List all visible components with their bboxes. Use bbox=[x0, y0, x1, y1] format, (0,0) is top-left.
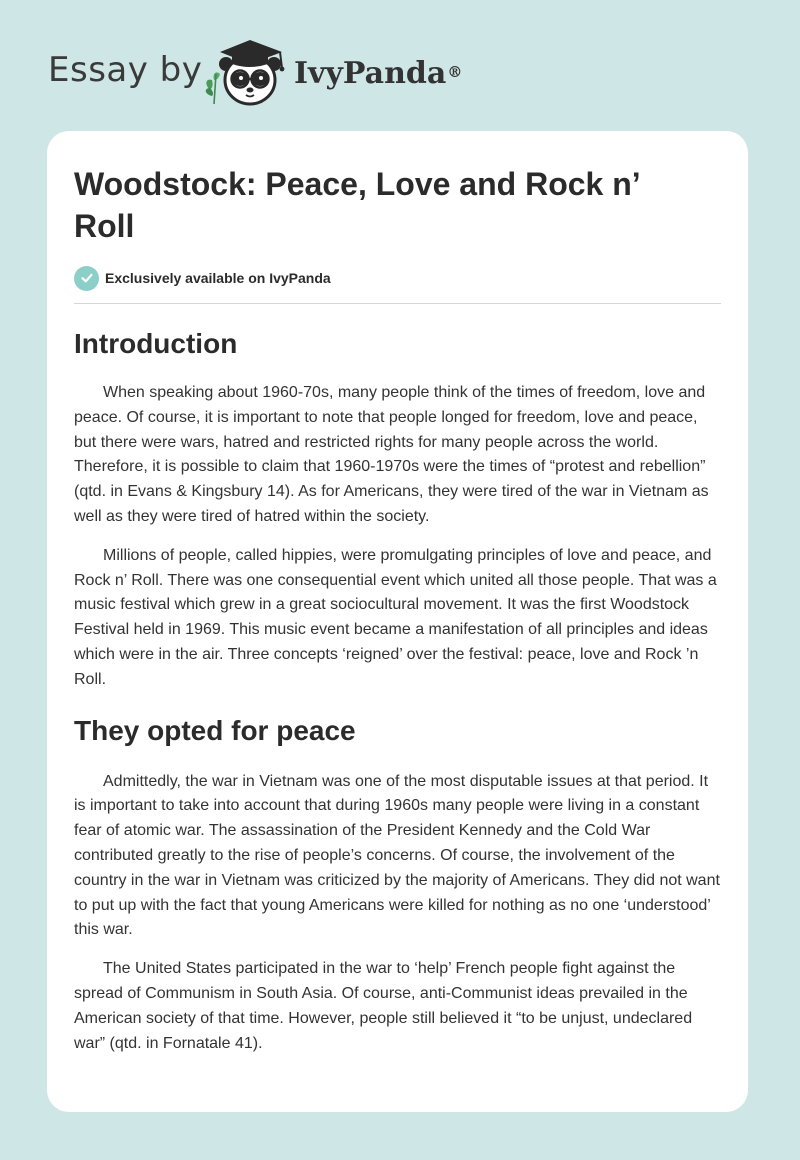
exclusive-badge bbox=[74, 265, 721, 291]
brand-name-text: IvyPanda bbox=[294, 56, 447, 91]
panda-graduate-icon[interactable] bbox=[200, 34, 292, 110]
logo-prefix-text: Essay by bbox=[48, 50, 203, 90]
site-header bbox=[0, 0, 800, 130]
essay-title: Woodstock: Peace, Love and Rock n’ Roll bbox=[74, 166, 639, 244]
paragraph: The United States participated in the war to ‘help’ French people fight against the spread of Communism in South Asia. Of course, anti-Communist ideas prevailed in the American society of that time. However, people still believed it “to be unjust, undeclared war” (qtd. in Fornatale 41). bbox=[74, 960, 693, 1052]
section-heading-introduction: Introduction bbox=[74, 328, 238, 359]
paragraph: When speaking about 1960-70s, many people think of the times of freedom, love and peace. Of course, it is important to note that people longed for freedom, love and peace, but there were wars, hatred and restricted rights for many people across the world. Therefore, it is possible to claim that 1960-1970s were the times of “protest and rebellion” (qtd. in Evans & Kingsbury 14). As for Americans, they were tired of the war in Vietnam as well as they were tired of hatred within the society. bbox=[74, 384, 709, 525]
paragraph: Millions of people, called hippies, were promulgating principles of love and peace, and Rock n’ Roll. There was one consequential event which united all those people. That was a music festival which grew in a great sociocultural movement. It was the first Woodstock Festival held in 1969. This music event became a manifestation of all principles and ideas which were in the air. Three concepts ‘reigned’ over the festival: peace, love and Rock ’n Roll. bbox=[74, 546, 717, 688]
brand-name[interactable] bbox=[294, 54, 462, 94]
essay-card bbox=[47, 131, 748, 1112]
paragraph: Admittedly, the war in Vietnam was one of the most disputable issues at that period. It is important to take into account that during 1960s many people were living in a constant fear of atomic war. The assassination of the President Kennedy and the Cold War contributed greatly to the rise of people’s concerns. Of course, the involvement of the country in the war in Vietnam was criticized by the majority of Americans. They did not want to put up with the fact that young Americans were killed for nothing as no one ‘understood’ this war. bbox=[74, 772, 720, 939]
section-heading-peace: They opted for peace bbox=[74, 714, 356, 746]
registered-mark: ® bbox=[447, 63, 463, 81]
badge-text: Exclusively available on IvyPanda bbox=[105, 270, 331, 286]
check-icon bbox=[74, 266, 99, 291]
divider bbox=[74, 303, 721, 304]
